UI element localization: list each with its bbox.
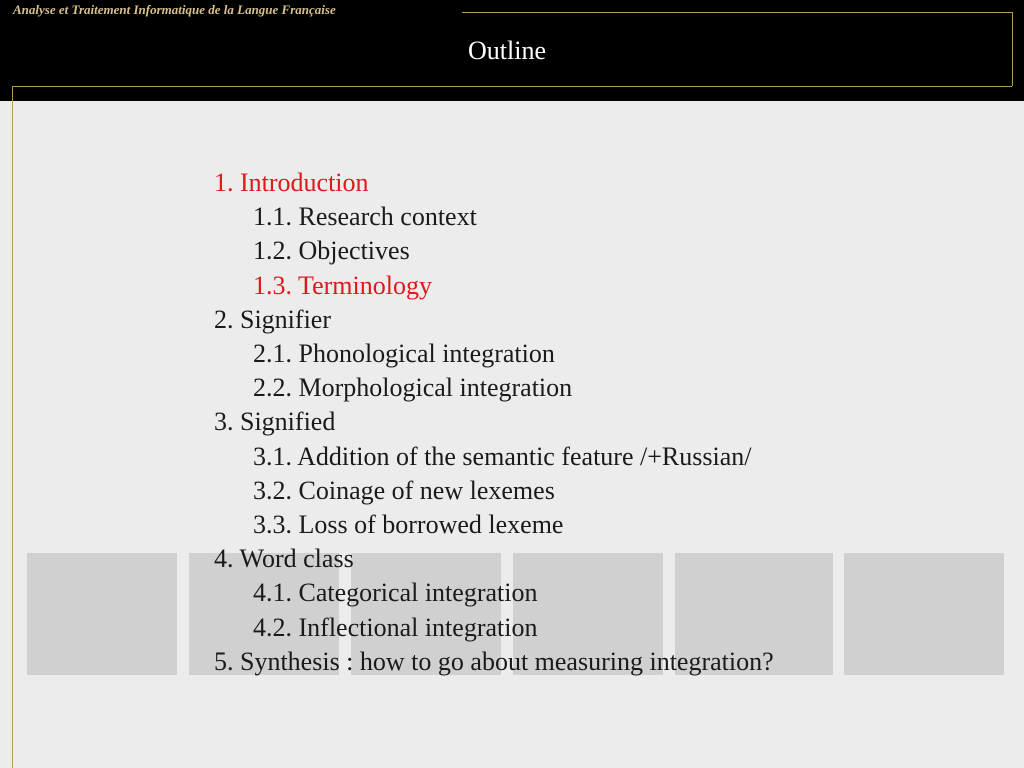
outline-subsection: 2.1. Phonological integration (253, 339, 555, 369)
frame-line-left (12, 86, 13, 768)
outline-subsection: 1.3. Terminology (253, 270, 432, 300)
outline-section: 4. Word class (214, 544, 354, 574)
outline-subsection: 3.2. Coinage of new lexemes (253, 475, 555, 505)
outline-section: 5. Synthesis : how to go about measuring integration? (214, 646, 774, 676)
outline-section: 2. Signifier (214, 304, 331, 334)
outline-subsection: 4.1. Categorical integration (253, 578, 538, 608)
frame-line-top (462, 12, 1012, 13)
decorative-tile (27, 553, 177, 675)
outline-subsection: 3.1. Addition of the semantic feature /+Russian/ (253, 441, 752, 471)
course-title: Analyse et Traitement Informatique de la Langue Française (13, 2, 342, 18)
frame-line-mid (12, 86, 1012, 87)
outline-subsection: 1.2. Objectives (253, 236, 410, 266)
outline-list (214, 166, 774, 679)
outline-section: 1. Introduction (214, 168, 369, 197)
decorative-tile (844, 553, 1004, 675)
slide-title: Outline (468, 36, 546, 65)
outline-subsection: 4.2. Inflectional integration (253, 612, 538, 642)
outline-subsection: 2.2. Morphological integration (253, 373, 573, 403)
outline-subsection: 1.1. Research context (253, 202, 477, 232)
outline-section: 3. Signified (214, 407, 336, 437)
outline-subsection: 3.3. Loss of borrowed lexeme (253, 510, 564, 540)
